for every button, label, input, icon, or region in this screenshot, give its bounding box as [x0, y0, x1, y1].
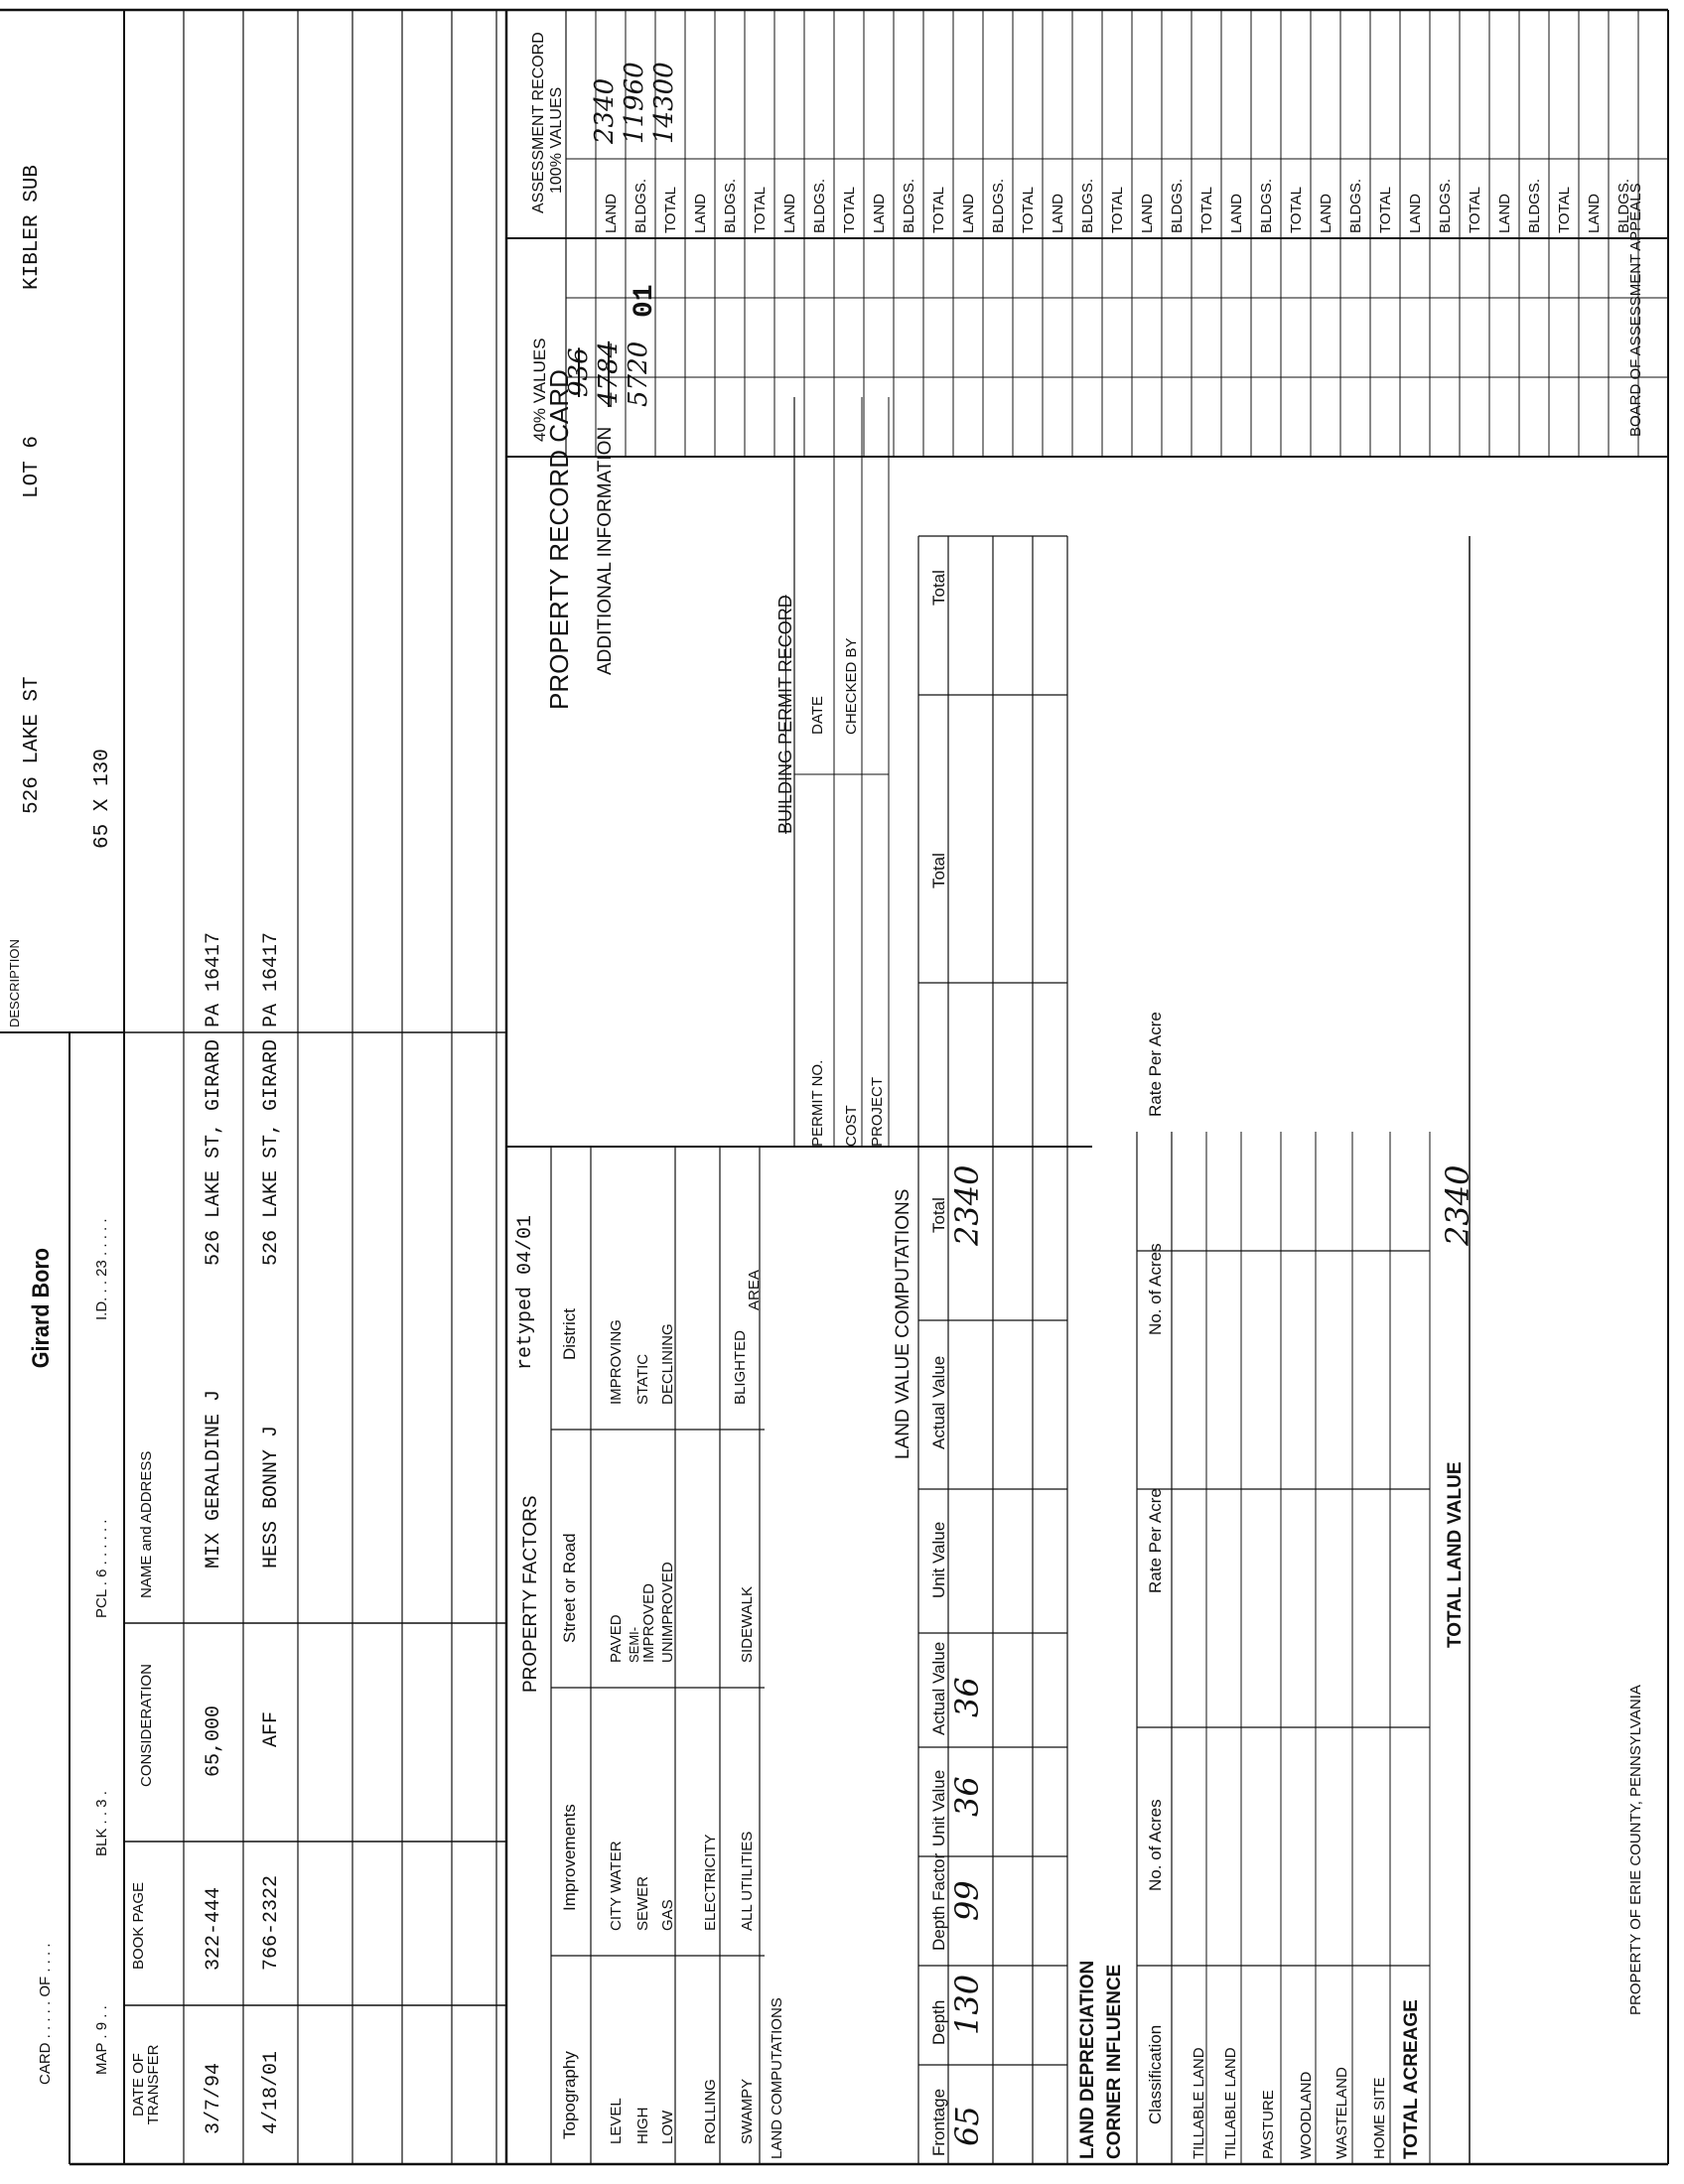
transfer-2-name: HESS BONNY J [260, 1425, 283, 1569]
assessment-row-label: TOTAL [841, 187, 858, 233]
col-topography: Topography [560, 2051, 579, 2139]
transfer-1-name: MIX GERALDINE J [203, 1389, 225, 1569]
district-static: STATIC [634, 1353, 651, 1405]
map-number: MAP . 9 . . [93, 2005, 110, 2075]
col-actual-value-1: Actual Value [929, 1641, 948, 1735]
assessment-row-label: BLDGS. [1079, 178, 1096, 233]
footer-board: BOARD OF ASSESSMENT APPEALS [1627, 183, 1644, 437]
transfer-1-date: 3/7/94 [203, 2062, 225, 2134]
assessment-row-label: TOTAL [1556, 187, 1573, 233]
transfer-1-book-page: 322-444 [203, 1886, 225, 1971]
assessment-row-label: LAND [1139, 193, 1156, 233]
topo-swampy: SWAMPY [739, 2078, 756, 2144]
property-factors-title: PROPERTY FACTORS [520, 1495, 541, 1693]
col-no-acres-2: No. of Acres [1146, 1243, 1165, 1335]
frontage-value: 65 [948, 2106, 986, 2146]
assessment-row-label: TOTAL [1198, 187, 1215, 233]
class-pasture: PASTURE [1260, 2090, 1277, 2159]
land-value-computations-title: LAND VALUE COMPUTATIONS [893, 1188, 913, 1459]
block-number: BLK . . 3 . [93, 1791, 110, 1856]
col-district: District [560, 1308, 579, 1360]
transfer-2-address: 526 LAKE ST, GIRARD PA 16417 [260, 931, 283, 1266]
assessment-row-label: LAND [1228, 193, 1245, 233]
assessment-row-label: LAND [781, 193, 798, 233]
property-address: 526 LAKE ST [21, 676, 44, 814]
assessment-row-label: BLDGS. [1615, 178, 1632, 233]
total-value: 2340 [948, 1164, 986, 1246]
land-depreciation-title: LAND DEPRECIATION [1077, 1960, 1098, 2159]
record-card-title: PROPERTY RECORD CARD [544, 369, 574, 710]
assessment-row-label: TOTAL [1020, 187, 1037, 233]
topo-rolling: ROLLING [702, 2079, 719, 2144]
assessment-row-label: BLDGS. [1526, 178, 1543, 233]
forty-code: 01 [630, 284, 660, 318]
assessment-row-label: TOTAL [1377, 187, 1394, 233]
topo-high: HIGH [634, 2107, 651, 2144]
forty-bldgs-value: 4784 [594, 341, 624, 407]
total-acreage-label: TOTAL ACREAGE [1401, 1999, 1422, 2159]
parcel-number: PCL . 6 . . . . . . [93, 1519, 110, 1618]
col-unit-value-1: Unit Value [929, 1769, 948, 1846]
retyped-note: retyped 04/01 [514, 1214, 537, 1370]
col-frontage: Frontage [929, 2088, 948, 2156]
assessment-row-label: BLDGS. [901, 178, 917, 233]
assessment-row-label: TOTAL [930, 187, 947, 233]
forty-total-value: 5720 [624, 341, 653, 407]
assessment-row-label: BLDGS. [1258, 178, 1275, 233]
corner-influence-title: CORNER INFLUENCE [1104, 1964, 1125, 2159]
actual-value-value: 36 [948, 1677, 986, 1717]
unit-value-value: 36 [948, 1776, 986, 1817]
assessment-row-label: LAND [1050, 193, 1066, 233]
permit-checked-by-label: CHECKED BY [843, 637, 860, 735]
col-no-acres-1: No. of Acres [1146, 1799, 1165, 1891]
assessment-row-label: BLDGS. [1169, 178, 1186, 233]
district-area: AREA [746, 1270, 763, 1310]
imp-sewer: SEWER [634, 1875, 651, 1931]
depth-factor-value: 99 [948, 1880, 986, 1921]
topo-low: LOW [659, 2110, 676, 2144]
assessment-row-label: BLDGS. [811, 178, 828, 233]
col-name-address: NAME and ADDRESS [138, 1450, 155, 1598]
col-total-2: Total [929, 853, 948, 888]
assessment-value: 11960 [620, 62, 649, 144]
col-consideration: CONSIDERATION [138, 1664, 155, 1787]
building-permit-title: BUILDING PERMIT RECORD [775, 595, 795, 834]
assessment-value: 14300 [649, 62, 679, 144]
footer-property-of: PROPERTY OF ERIE COUNTY, PENNSYLVANIA [1627, 1685, 1644, 2015]
assessment-subtitle: 100% VALUES [548, 86, 565, 194]
lot-dimensions: 65 X 130 [91, 749, 114, 849]
assessment-row-label: LAND [871, 193, 888, 233]
forty-land-value: 936 [564, 347, 594, 397]
col-total-3: Total [929, 570, 948, 606]
col-book-page: BOOK PAGE [130, 1881, 147, 1971]
col-street-road: Street or Road [560, 1533, 579, 1643]
assessment-row-label: BLDGS. [632, 178, 649, 233]
assessment-row-label: TOTAL [662, 187, 679, 233]
col-rate-per-acre-2: Rate Per Acre [1146, 1012, 1165, 1117]
id-number: I.D. . . 23 . . . . . [93, 1218, 110, 1320]
total-land-value: 2340 [1439, 1164, 1476, 1246]
transfer-1-address: 526 LAKE ST, GIRARD PA 16417 [203, 931, 225, 1266]
permit-no-label: PERMIT NO. [809, 1059, 826, 1147]
assessment-row-label: LAND [1407, 193, 1424, 233]
col-depth: Depth [929, 1999, 948, 2045]
street-unimproved: UNIMPROVED [659, 1562, 676, 1663]
imp-city-water: CITY WATER [608, 1841, 625, 1931]
class-home-site: HOME SITE [1371, 2077, 1388, 2159]
class-wasteland: WASTELAND [1333, 2067, 1350, 2159]
subdivision: KIBLER SUB [21, 164, 44, 290]
transfer-2-consideration: AFF [260, 1710, 283, 1747]
description-label: DESCRIPTION [7, 939, 22, 1027]
assessment-row-label: BLDGS. [722, 178, 739, 233]
assessment-row-label: LAND [1496, 193, 1513, 233]
topo-level: LEVEL [608, 2098, 625, 2144]
col-date-of-transfer: DATE OF TRANSFER [130, 2044, 162, 2125]
assessment-title: ASSESSMENT RECORD [530, 32, 547, 213]
lot-number: LOT 6 [21, 435, 44, 498]
permit-project-label: PROJECT [869, 1076, 886, 1147]
assessment-row-label: TOTAL [1288, 187, 1305, 233]
permit-date-label: DATE [809, 696, 826, 735]
street-paved: PAVED [608, 1614, 625, 1663]
district-blighted: BLIGHTED [732, 1329, 749, 1405]
assessment-row-label: LAND [692, 193, 709, 233]
additional-information-title: ADDITIONAL INFORMATION [595, 426, 616, 675]
assessment-row-label: LAND [603, 193, 620, 233]
permit-cost-label: COST [843, 1105, 860, 1147]
class-tillable-1: TILLABLE LAND [1191, 2047, 1207, 2159]
transfer-1-consideration: 65,000 [203, 1705, 225, 1777]
assessment-row-label: LAND [960, 193, 977, 233]
col-total-1: Total [929, 1197, 948, 1233]
total-land-value-label: TOTAL LAND VALUE [1445, 1461, 1466, 1648]
imp-electricity: ELECTRICITY [702, 1834, 719, 1931]
assessment-row-label: BLDGS. [1347, 178, 1364, 233]
col-actual-value-2: Actual Value [929, 1355, 948, 1449]
imp-gas: GAS [659, 1899, 676, 1931]
depth-value: 130 [948, 1974, 986, 2035]
transfer-2-book-page: 766-2322 [260, 1874, 283, 1971]
district-declining: DECLINING [659, 1323, 676, 1405]
district-improving: IMPROVING [608, 1319, 625, 1405]
forty-percent-label: 40% VALUES [530, 338, 549, 442]
street-improved: IMPROVED [640, 1582, 657, 1663]
transfer-2-date: 4/18/01 [260, 2050, 283, 2134]
card-label: CARD . . . . . OF . . . . [37, 1943, 54, 2085]
class-woodland: WOODLAND [1298, 2071, 1315, 2159]
assessment-value: 2340 [590, 77, 620, 144]
col-depth-factor: Depth Factor [929, 1852, 948, 1951]
assessment-row-label: TOTAL [1467, 187, 1483, 233]
assessment-row-label: TOTAL [752, 187, 769, 233]
assessment-row-label: LAND [1586, 193, 1603, 233]
street-semi: SEMI- [627, 1626, 641, 1663]
municipality: Girard Boro [28, 1248, 55, 1369]
class-tillable-2: TILLABLE LAND [1222, 2047, 1239, 2159]
col-improvements: Improvements [560, 1804, 579, 1911]
imp-all-utilities: ALL UTILITIES [739, 1831, 756, 1931]
col-classification: Classification [1146, 2024, 1165, 2124]
assessment-row-label: TOTAL [1109, 187, 1126, 233]
land-computations-label: LAND COMPUTATIONS [769, 1997, 785, 2159]
assessment-row-label: BLDGS. [1437, 178, 1454, 233]
assessment-row-label: BLDGS. [990, 178, 1007, 233]
street-sidewalk: SIDEWALK [739, 1586, 756, 1663]
col-rate-per-acre-1: Rate Per Acre [1146, 1488, 1165, 1593]
col-unit-value-2: Unit Value [929, 1521, 948, 1598]
assessment-row-label: LAND [1318, 193, 1334, 233]
